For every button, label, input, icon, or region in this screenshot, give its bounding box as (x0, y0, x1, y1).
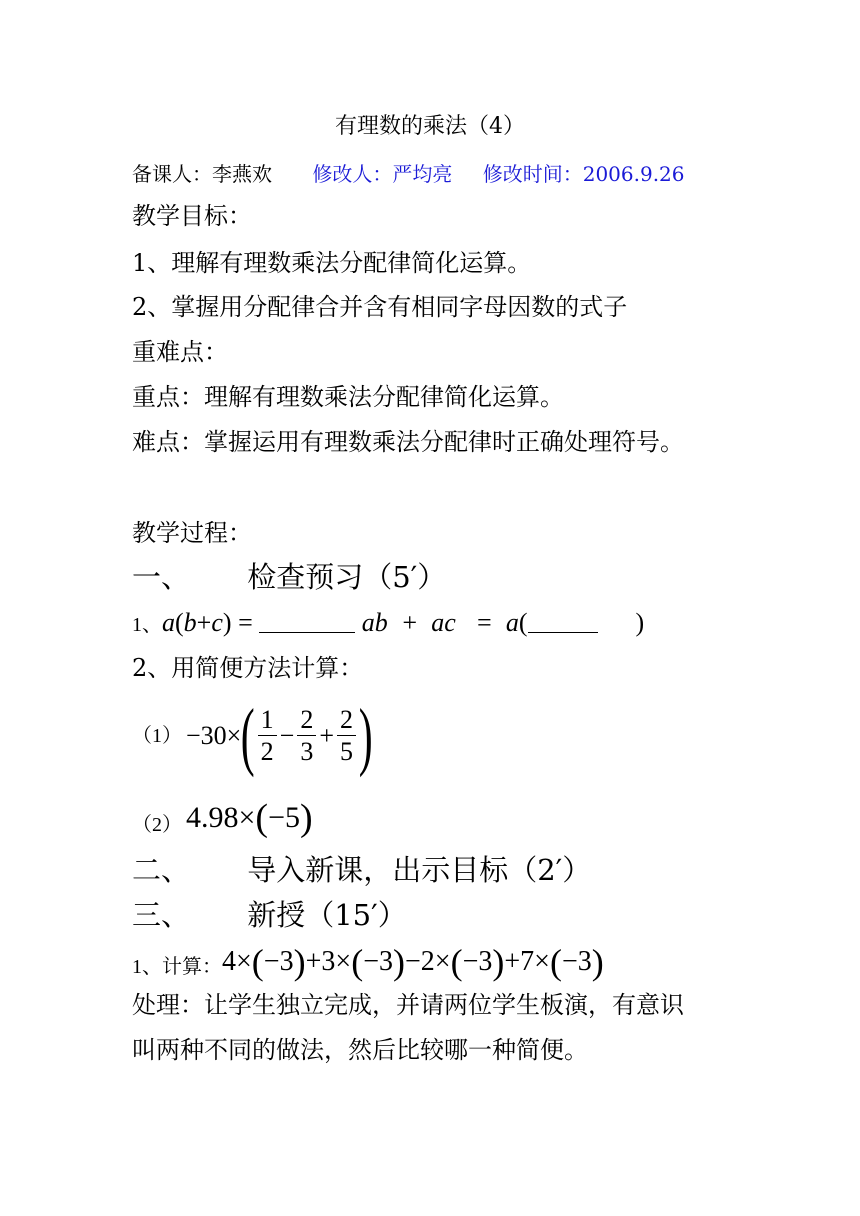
section-2-text: 导入新课，出示目标（2′） (247, 853, 592, 887)
fraction (337, 705, 356, 768)
key-points-heading: 重难点： (132, 338, 228, 366)
problem-1-paren-close: ) (358, 694, 373, 778)
calc-paren-close: ) (392, 942, 405, 982)
calc-term-coef: 4× (222, 946, 252, 977)
answer-blank-2 (528, 608, 598, 633)
calc-term-inner: −3 (263, 946, 294, 977)
problem-2-label: （2） (132, 814, 182, 836)
calc-operator: − (404, 946, 421, 977)
goal-item-2: 2、掌握用分配律合并含有相同字母因数的式子 (132, 293, 628, 321)
operator: + (319, 721, 334, 750)
calc-paren-close: ) (492, 942, 505, 982)
calc-term-coef: 2× (420, 946, 451, 977)
problem-1-lead: −30× (186, 721, 242, 750)
problem-1 (132, 694, 373, 778)
modified-time: 修改时间：2006.9.26 (482, 162, 685, 186)
fraction (258, 705, 277, 768)
page-title: 有理数的乘法（4） (335, 114, 525, 139)
process-heading: 教学过程： (132, 519, 252, 547)
problem-2-expr: 4.98× (186, 801, 256, 834)
calc-paren-open: ( (450, 942, 463, 982)
goal-item-1: 1、理解有理数乘法分配律简化运算。 (132, 249, 532, 277)
section-2-number: 二、 (132, 853, 191, 887)
problem-2-paren-open: ( (255, 797, 269, 839)
denominator: 2 (260, 736, 274, 766)
problem-2 (132, 796, 313, 840)
q1-var-b: b (183, 608, 197, 637)
q1-var-c: c (211, 608, 223, 637)
section-1-number: 一、 (132, 560, 191, 594)
calc-paren-close: ) (293, 942, 306, 982)
calc-expression (132, 940, 604, 984)
problem-1-paren-open: ( (241, 694, 255, 778)
q1-paren-open: ( (175, 608, 184, 637)
numerator: 2 (297, 705, 316, 736)
problem-2-paren-close: ) (300, 797, 313, 839)
meta-line (132, 159, 685, 189)
preparer: 备课人：李燕欢 (132, 162, 272, 186)
calc-term-inner: −3 (462, 946, 493, 977)
numerator: 2 (337, 705, 356, 736)
calc-paren-open: ( (549, 942, 562, 982)
difficult-point: 难点：掌握运用有理数乘法分配律时正确处理符号。 (132, 428, 684, 456)
calc-label: 1、计算： (132, 956, 222, 978)
handling-line-2: 叫两种不同的做法，然后比较哪一种简便。 (132, 1036, 588, 1064)
section-3-number: 三、 (132, 898, 191, 932)
calc-term-coef: 7× (520, 946, 550, 977)
q1-var-a: a (162, 608, 175, 637)
calc-term-inner: −3 (561, 946, 592, 977)
calc-paren-open: ( (251, 942, 264, 982)
handling-line-1: 处理：让学生独立完成，并请两位学生板演，有意识 (132, 991, 684, 1019)
problem-1-label: （1） (132, 725, 182, 747)
q1-rhs-paren-close: ) (635, 608, 645, 637)
problem-2-inner: −5 (268, 801, 300, 834)
calc-operator: + (504, 946, 521, 977)
calc-paren-open: ( (351, 942, 364, 982)
question-2-label: 2、用简便方法计算： (132, 654, 364, 682)
modifier: 修改人：严均亮 (312, 162, 453, 186)
calc-term-inner: −3 (363, 946, 393, 977)
denominator: 3 (300, 736, 314, 766)
fraction (297, 705, 316, 768)
numerator: 1 (258, 705, 277, 736)
section-2-heading (132, 855, 591, 885)
question-1: 1、a(b+c) = ab + ac = a( ) (132, 608, 645, 637)
section-3-heading (132, 900, 407, 930)
calc-paren-close: ) (591, 942, 604, 982)
section-1-heading (132, 562, 446, 592)
q1-paren-close: ) (222, 608, 232, 637)
key-point: 重点：理解有理数乘法分配律简化运算。 (132, 383, 564, 411)
calc-operator: + (305, 946, 322, 977)
calc-term-coef: 3× (321, 946, 352, 977)
goals-heading: 教学目标： (132, 202, 252, 230)
answer-blank-1 (259, 608, 355, 633)
section-1-text: 检查预习（5′） (247, 560, 447, 594)
question-1-label: 1、 (132, 614, 162, 636)
q1-rhs: ab + ac = a (361, 608, 519, 637)
denominator: 5 (339, 736, 353, 766)
operator: − (279, 721, 295, 750)
section-3-text: 新授（15′） (247, 898, 407, 932)
